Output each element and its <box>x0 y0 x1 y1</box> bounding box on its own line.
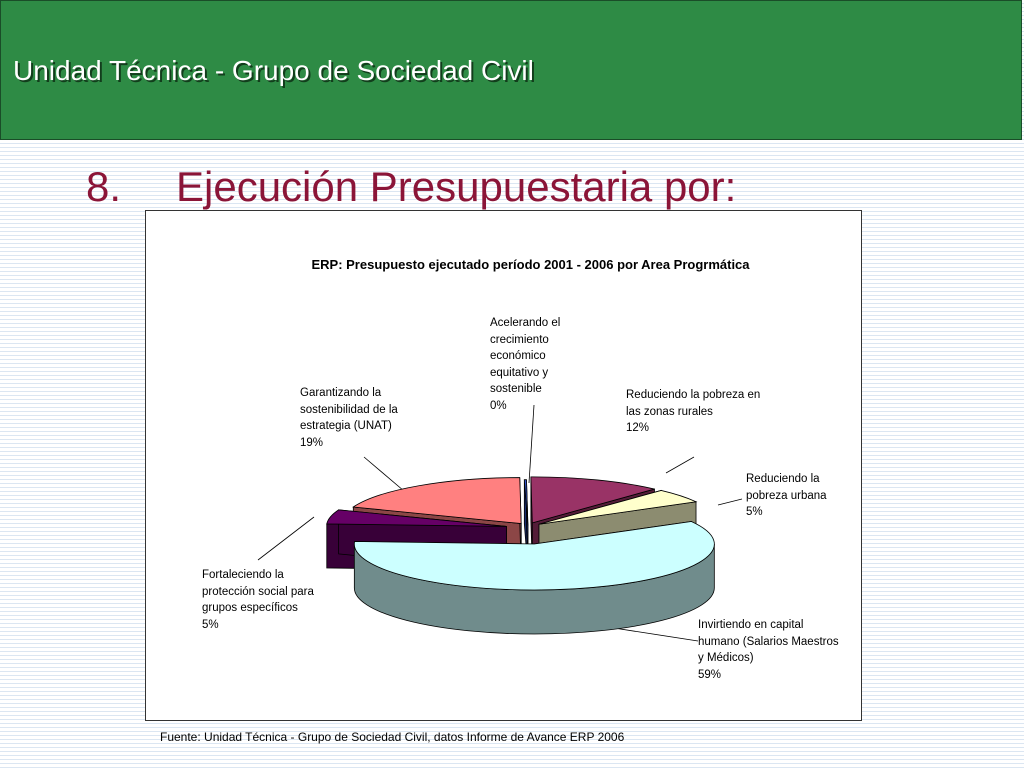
slice-label <box>202 567 322 633</box>
slice-category-label: Fortaleciendo la protección social para grupos específicos <box>202 569 314 614</box>
slice-value-label: 0% <box>490 399 507 412</box>
header-bar <box>0 0 1022 140</box>
slice-value-label: 19% <box>300 436 324 449</box>
slice-label <box>626 387 776 437</box>
slide-title <box>86 163 736 211</box>
slice-label <box>746 471 856 521</box>
chart-title: ERP: Presupuesto ejecutado período 2001 - 2006 por Area Progrmática <box>311 257 750 272</box>
slice-label <box>490 315 590 414</box>
slice-label <box>300 385 435 451</box>
leader-line <box>364 457 404 491</box>
slice-value-label: 5% <box>746 506 763 518</box>
slide-number: 8. <box>86 163 122 210</box>
slice-category-label: Reduciendo la pobreza urbana <box>746 473 827 502</box>
slice-value-label: 59% <box>698 668 722 681</box>
leader-line <box>258 517 314 560</box>
slice-category-label: Reduciendo la pobreza en las zonas rurales <box>626 389 761 418</box>
leader-line <box>718 499 742 505</box>
leader-line <box>529 405 534 483</box>
header-title: Unidad Técnica - Grupo de Sociedad Civil <box>13 55 534 86</box>
source-note: Fuente: Unidad Técnica - Grupo de Sociedad Civil, datos Informe de Avance ERP 2006 <box>160 730 625 744</box>
pie-slices <box>327 477 715 634</box>
chart-container <box>145 210 862 721</box>
slice-category-label: Garantizando la sostenibilidad de la estrategia (UNAT) <box>300 387 398 432</box>
slice-value-label: 12% <box>626 422 650 434</box>
slide-title-text: Ejecución Presupuestaria por: <box>176 163 737 210</box>
slice-value-label: 5% <box>202 618 219 631</box>
slice-category-label: Invirtiendo en capital humano (Salarios Maestros y Médicos) <box>698 619 839 664</box>
slice-category-label: Acelerando el crecimiento económico equitativo y sostenible <box>490 317 561 395</box>
slice-label <box>698 617 843 683</box>
leader-line <box>666 457 694 473</box>
